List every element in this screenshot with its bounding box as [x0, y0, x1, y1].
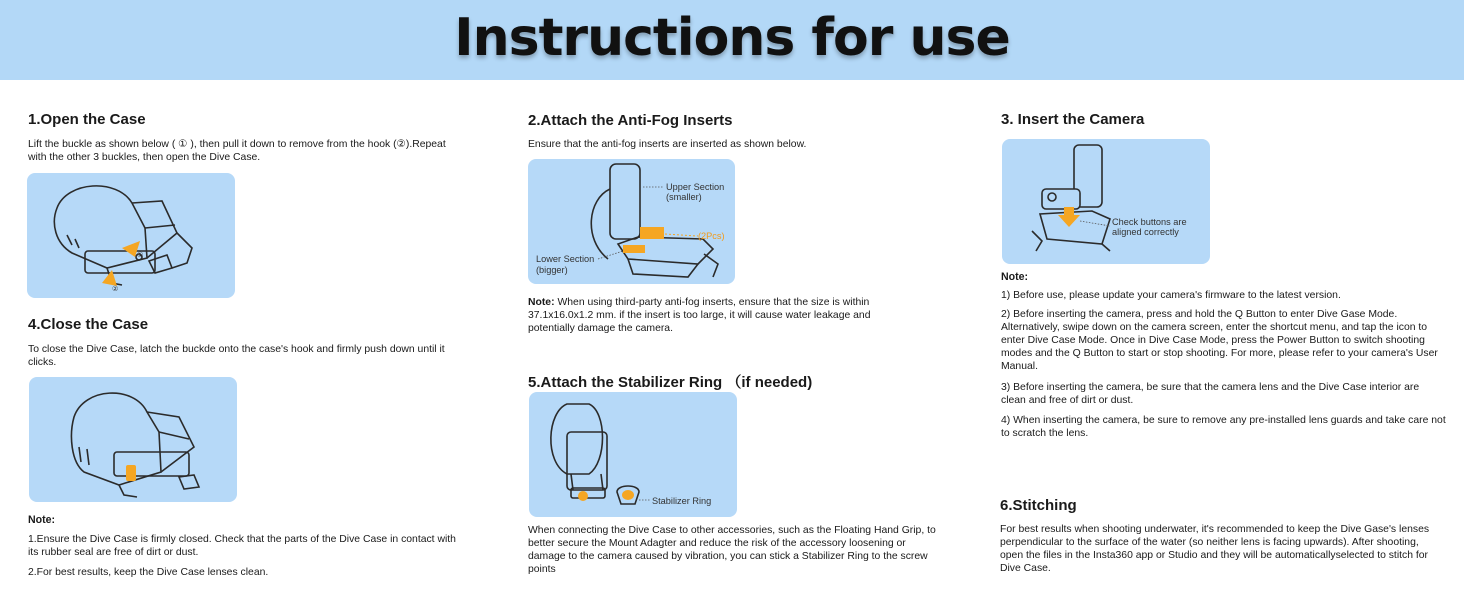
marker-step-1: ①: [137, 252, 144, 259]
illustration-antifog: [528, 159, 735, 284]
illustration-open-case: [27, 173, 235, 298]
antifog-note: [528, 296, 918, 335]
section-title-insert: 3. Insert the Camera: [1001, 111, 1145, 128]
close-note-1: 1.Ensure the Dive Case is firmly closed. Check that the parts of the Dive Case in contact with its rubber seal are free of dirt or dust.: [28, 534, 456, 558]
antifog-note-text: When using third-party anti-fog inserts, ensure that the size is within 37.1x16.0x1.2 mm. if the insert is too large, it will cause water leakage and potentially damage the camera.: [528, 297, 871, 334]
stabilizer-ring-icon: [622, 490, 634, 500]
label-upper-section: Upper Section: [666, 182, 725, 192]
label-aligned-correctly: aligned correctly: [1112, 227, 1179, 237]
section-title-open: 1.Open the Case: [28, 111, 146, 128]
illustration-insert-camera: [1002, 139, 1210, 264]
header-banner: [0, 0, 1464, 80]
label-stabilizer-ring: Stabilizer Ring: [652, 496, 712, 506]
illustration-stabilizer: [529, 392, 737, 517]
illustration-close-case: [29, 377, 237, 502]
section-title-close: 4.Close the Case: [28, 316, 149, 333]
insert-note-label: Note:: [1001, 271, 1029, 283]
section-body-antifog: Ensure that the anti-fog inserts are inserted as shown below.: [528, 139, 807, 150]
section-title-antifog: 2.Attach the Anti-Fog Inserts: [528, 112, 733, 129]
page-title: Instructions for use: [454, 8, 1010, 68]
section-title-stitching: 6.Stitching: [1000, 497, 1077, 514]
antifog-note-label: Note:: [528, 297, 555, 308]
label-lower-section: Lower Section: [536, 254, 595, 264]
close-note-2: 2.For best results, keep the Dive Case lenses clean.: [28, 567, 269, 578]
insert-arrow-icon: [1058, 207, 1080, 227]
insert-note-4: 4) When inserting the camera, be sure to remove any pre-installed lens guards and take care not to scratch the lens.: [1001, 415, 1446, 439]
label-upper-section-size: (smaller): [666, 192, 702, 202]
insert-note-3: 3) Before inserting the camera, be sure that the camera lens and the Dive Case interior are clean and free of dirt or dust.: [1001, 382, 1420, 406]
dive-case-open-drawing: [27, 173, 235, 298]
label-lower-section-size: (bigger): [536, 265, 568, 275]
insert-camera-drawing: [1002, 139, 1210, 264]
section-body-close: To close the Dive Case, latch the buckde onto the case's hook and firmly push down until it clicks.: [28, 344, 445, 368]
close-note-label: Note:: [28, 514, 56, 526]
insert-note-2: 2) Before inserting the camera, press and hold the Q Button to enter Dive Gase Mode. Alternatively, swipe down on the camera screen, enter the shortcut menu, and tap the icon to enter Dive Case Mode. Once in Dive Case Mode, press the Power Button to switch shooting modes and the Q Button to start or stop shooting. For more, please refer to your camera's User Manual.: [1001, 309, 1438, 372]
screw-point-icon: [578, 491, 588, 501]
latch-icon: [126, 465, 136, 481]
section-body-open: Lift the buckle as shown below ( ① ), then pull it down to remove from the hook (②).Repeat with the other 3 buckles, then open the Dive Case.: [28, 139, 446, 163]
label-check-buttons: Check buttons are: [1112, 217, 1187, 227]
section-body-stabilizer: When connecting the Dive Case to other accessories, such as the Floating Hand Grip, to better secure the Mount Adagter and reduce the risk of the accessory loosening or damage to the camera caused by vibration, you can stick a Stabilizer Ring to the screw points: [528, 525, 936, 575]
label-insert-count: (2Pcs): [698, 231, 725, 241]
dive-case-closed-drawing: [29, 377, 237, 502]
section-title-stabilizer: 5.Attach the Stabilizer Ring （if needed): [528, 374, 813, 391]
insert-note-1: 1) Before use, please update your camera's firmware to the latest version.: [1001, 290, 1341, 301]
upper-insert-icon: [640, 227, 664, 239]
lower-insert-icon: [623, 245, 645, 253]
marker-step-2: ②: [112, 286, 119, 293]
section-body-stitching: For best results when shooting underwater, it's recommended to keep the Dive Gase's lenses perpendicular to the surface of the water (so neither lens is facing upwards). After shooting, open the files in the Insta360 app or Studio and they will be automaticallyselected to stitch for Dive Case.: [1000, 524, 1430, 574]
